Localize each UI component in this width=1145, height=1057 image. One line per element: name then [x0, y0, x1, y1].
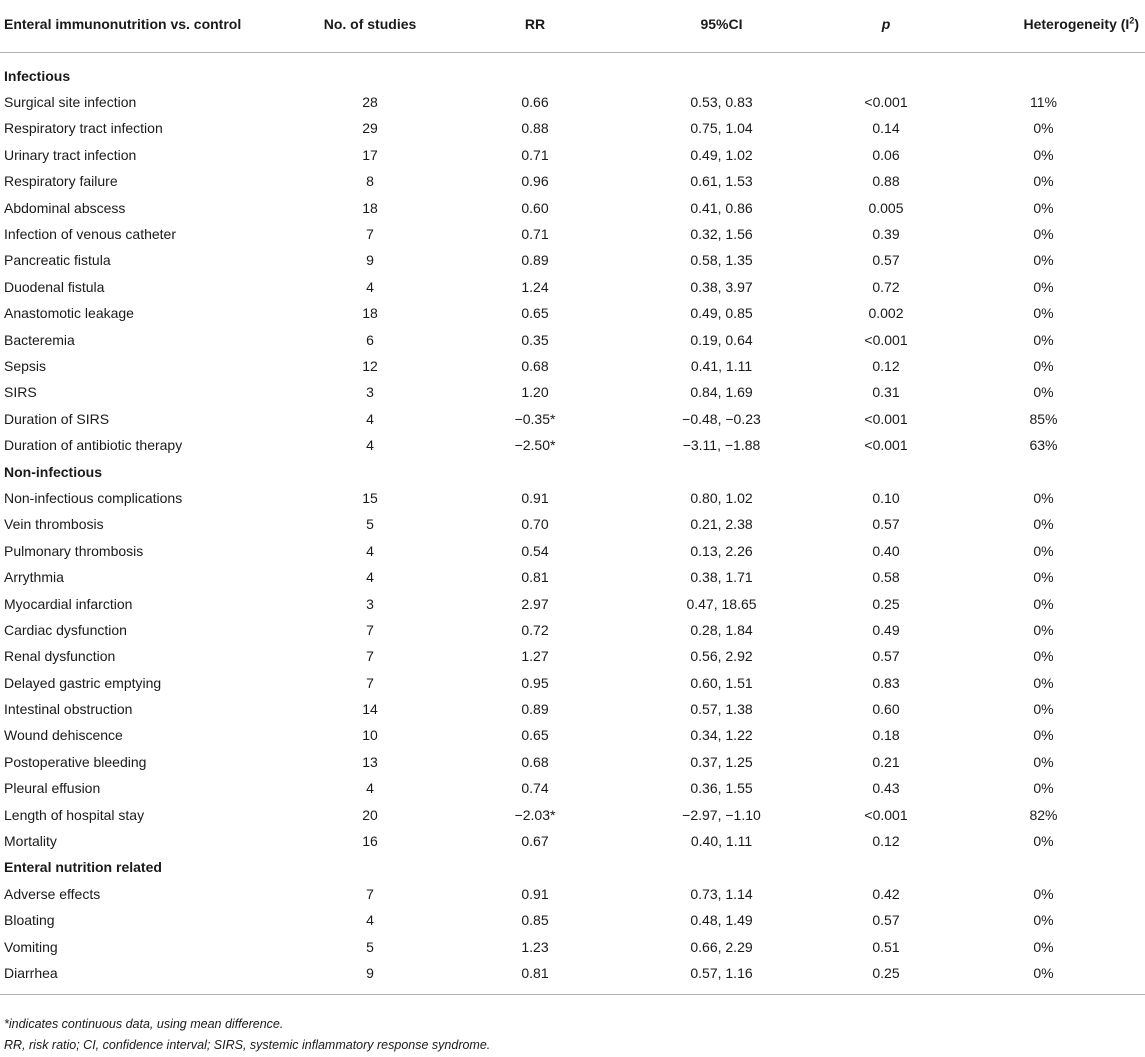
row-ci: 0.32, 1.56	[690, 226, 753, 243]
table-row	[0, 538, 1145, 564]
row-p: 0.25	[872, 595, 900, 612]
row-ci: 0.21, 2.38	[690, 516, 753, 533]
table-row	[0, 960, 1145, 995]
row-p: 0.40	[872, 542, 900, 559]
row-ci: 0.84, 1.69	[690, 384, 753, 401]
row-heterogeneity: 0%	[1033, 912, 1054, 929]
row-outcome: Diarrhea	[4, 964, 58, 981]
row-studies: 7	[366, 621, 374, 638]
row-ci: 0.66, 2.29	[690, 938, 753, 955]
table-row	[0, 933, 1145, 959]
row-heterogeneity: 0%	[1033, 331, 1054, 348]
section-title: Enteral nutrition related	[4, 859, 162, 876]
row-rr: 0.65	[521, 305, 549, 322]
table-row	[0, 801, 1145, 827]
row-studies: 18	[362, 199, 378, 216]
row-outcome: Myocardial infarction	[4, 595, 133, 612]
row-studies: 13	[362, 753, 378, 770]
row-rr: 0.91	[521, 885, 549, 902]
row-p: 0.002	[868, 305, 904, 322]
row-heterogeneity: 0%	[1033, 648, 1054, 665]
row-ci: 0.49, 0.85	[690, 305, 753, 322]
row-rr: 0.88	[521, 120, 549, 137]
table-row	[0, 432, 1145, 458]
row-rr: 0.68	[521, 753, 549, 770]
row-rr: 0.85	[521, 912, 549, 929]
row-studies: 15	[362, 489, 378, 506]
row-ci: 0.41, 0.86	[690, 199, 753, 216]
row-ci: 0.34, 1.22	[690, 727, 753, 744]
row-rr: 1.20	[521, 384, 549, 401]
table-row	[0, 379, 1145, 405]
row-studies: 17	[362, 146, 378, 163]
header-ci: 95%CI	[700, 16, 743, 32]
row-rr: 0.81	[521, 569, 549, 586]
row-p: 0.49	[872, 621, 900, 638]
footnote-asterisk: *indicates continuous data, using mean difference.	[4, 1017, 284, 1031]
row-heterogeneity: 0%	[1033, 305, 1054, 322]
row-p: 0.43	[872, 780, 900, 797]
row-ci: 0.47, 18.65	[686, 595, 757, 612]
table-row	[0, 669, 1145, 695]
row-studies: 10	[362, 727, 378, 744]
row-heterogeneity: 0%	[1033, 701, 1054, 718]
row-outcome: Wound dehiscence	[4, 727, 123, 744]
table-row	[0, 115, 1145, 141]
row-p: <0.001	[864, 806, 908, 823]
row-outcome: Sepsis	[4, 357, 47, 374]
row-outcome: Renal dysfunction	[4, 648, 116, 665]
row-p: 0.39	[872, 226, 900, 243]
row-studies: 6	[366, 331, 374, 348]
row-studies: 18	[362, 305, 378, 322]
table-row	[0, 168, 1145, 194]
table-row	[0, 353, 1145, 379]
row-p: 0.10	[872, 489, 900, 506]
table-row	[0, 194, 1145, 220]
header-comparison: Enteral immunonutrition vs. control	[4, 16, 242, 32]
row-studies: 12	[362, 357, 378, 374]
header-rr: RR	[524, 16, 546, 32]
row-heterogeneity: 0%	[1033, 938, 1054, 955]
row-studies: 8	[366, 173, 374, 190]
row-outcome: Infection of venous catheter	[4, 226, 176, 243]
spacer-row	[0, 52, 1145, 63]
row-heterogeneity: 0%	[1033, 146, 1054, 163]
row-ci: 0.60, 1.51	[690, 674, 753, 691]
row-ci: −0.48, −0.23	[682, 410, 761, 427]
row-p: 0.57	[872, 252, 900, 269]
row-heterogeneity: 0%	[1033, 753, 1054, 770]
row-heterogeneity: 0%	[1033, 833, 1054, 850]
row-p: 0.005	[868, 199, 904, 216]
row-p: 0.06	[872, 146, 900, 163]
row-rr: −2.03*	[514, 806, 556, 823]
row-p: 0.12	[872, 833, 900, 850]
header-heterogeneity	[942, 0, 1145, 52]
row-ci: 0.57, 1.38	[690, 701, 753, 718]
row-ci: 0.80, 1.02	[690, 489, 753, 506]
table-row	[0, 326, 1145, 352]
row-heterogeneity: 85%	[1029, 410, 1058, 427]
row-outcome: Anastomotic leakage	[4, 305, 134, 322]
row-outcome: Urinary tract infection	[4, 146, 137, 163]
row-studies: 4	[366, 780, 374, 797]
row-rr: 0.67	[521, 833, 549, 850]
row-rr: 2.97	[521, 595, 549, 612]
table-row	[0, 643, 1145, 669]
row-studies: 4	[366, 410, 374, 427]
table-row	[0, 511, 1145, 537]
table-row	[0, 590, 1145, 616]
row-ci: 0.19, 0.64	[690, 331, 753, 348]
row-heterogeneity: 0%	[1033, 780, 1054, 797]
row-p: <0.001	[864, 94, 908, 111]
row-rr: 0.66	[521, 94, 549, 111]
row-studies: 3	[366, 595, 374, 612]
row-heterogeneity: 0%	[1033, 120, 1054, 137]
section-row	[0, 458, 1145, 484]
row-rr: 0.71	[521, 226, 549, 243]
row-ci: 0.41, 1.11	[690, 357, 753, 374]
header-heterogeneity-sup: 2	[1129, 15, 1135, 26]
table-row	[0, 828, 1145, 854]
row-studies: 7	[366, 648, 374, 665]
row-outcome: Abdominal abscess	[4, 199, 126, 216]
row-studies: 5	[366, 938, 374, 955]
row-p: 0.14	[872, 120, 900, 137]
header-studies: No. of studies	[323, 16, 417, 32]
table-row	[0, 722, 1145, 748]
row-ci: 0.58, 1.35	[690, 252, 753, 269]
row-p: 0.25	[872, 964, 900, 981]
row-p: 0.57	[872, 648, 900, 665]
row-studies: 4	[366, 542, 374, 559]
row-rr: 0.72	[521, 621, 549, 638]
row-rr: 0.35	[521, 331, 549, 348]
row-ci: 0.75, 1.04	[690, 120, 753, 137]
row-rr: 0.95	[521, 674, 549, 691]
row-studies: 7	[366, 885, 374, 902]
row-outcome: Duodenal fistula	[4, 278, 105, 295]
row-outcome: Duration of antibiotic therapy	[4, 437, 183, 454]
row-heterogeneity: 0%	[1033, 595, 1054, 612]
row-ci: 0.38, 3.97	[690, 278, 753, 295]
row-ci: −3.11, −1.88	[682, 437, 761, 454]
row-outcome: Adverse effects	[4, 885, 101, 902]
row-heterogeneity: 0%	[1033, 226, 1054, 243]
header-row	[0, 0, 1145, 52]
row-ci: 0.40, 1.11	[690, 833, 753, 850]
row-studies: 20	[362, 806, 378, 823]
row-heterogeneity: 0%	[1033, 569, 1054, 586]
table-row	[0, 564, 1145, 590]
header-heterogeneity-text: Heterogeneity (I	[1023, 16, 1130, 32]
row-p: 0.51	[872, 938, 900, 955]
row-rr: 0.68	[521, 357, 549, 374]
row-outcome: Vein thrombosis	[4, 516, 104, 533]
row-rr: −0.35*	[514, 410, 556, 427]
row-p: 0.57	[872, 912, 900, 929]
row-p: 0.12	[872, 357, 900, 374]
row-p: 0.58	[872, 569, 900, 586]
row-studies: 7	[366, 226, 374, 243]
section-row	[0, 63, 1145, 89]
row-outcome: Pulmonary thrombosis	[4, 542, 144, 559]
row-outcome: Postoperative bleeding	[4, 753, 147, 770]
table-row	[0, 300, 1145, 326]
row-outcome: Intestinal obstruction	[4, 701, 133, 718]
row-heterogeneity: 0%	[1033, 252, 1054, 269]
row-heterogeneity: 0%	[1033, 173, 1054, 190]
row-outcome: Duration of SIRS	[4, 410, 110, 427]
row-studies: 4	[366, 437, 374, 454]
row-outcome: Mortality	[4, 833, 57, 850]
row-outcome: Pancreatic fistula	[4, 252, 111, 269]
row-rr: 0.71	[521, 146, 549, 163]
row-ci: 0.57, 1.16	[690, 964, 753, 981]
table-body	[0, 52, 1145, 995]
row-heterogeneity: 0%	[1033, 516, 1054, 533]
row-rr: 0.96	[521, 173, 549, 190]
row-heterogeneity: 0%	[1033, 621, 1054, 638]
table-row	[0, 907, 1145, 933]
row-studies: 9	[366, 252, 374, 269]
row-outcome: Bacteremia	[4, 331, 75, 348]
row-studies: 5	[366, 516, 374, 533]
row-ci: 0.56, 2.92	[690, 648, 753, 665]
row-ci: −2.97, −1.10	[682, 806, 761, 823]
row-heterogeneity: 0%	[1033, 542, 1054, 559]
row-p: 0.42	[872, 885, 900, 902]
row-rr: 0.74	[521, 780, 549, 797]
row-rr: −2.50*	[514, 437, 556, 454]
row-heterogeneity: 0%	[1033, 278, 1054, 295]
row-studies: 28	[362, 94, 378, 111]
row-outcome: Pleural effusion	[4, 780, 101, 797]
row-p: 0.72	[872, 278, 900, 295]
row-rr: 0.91	[521, 489, 549, 506]
table-row	[0, 617, 1145, 643]
row-outcome: SIRS	[4, 384, 37, 401]
row-heterogeneity: 0%	[1033, 727, 1054, 744]
row-studies: 7	[366, 674, 374, 691]
row-p: <0.001	[864, 437, 908, 454]
row-ci: 0.73, 1.14	[690, 885, 753, 902]
row-heterogeneity: 0%	[1033, 489, 1054, 506]
section-title: Non-infectious	[4, 463, 102, 480]
row-heterogeneity: 0%	[1033, 964, 1054, 981]
row-rr: 0.65	[521, 727, 549, 744]
row-heterogeneity: 0%	[1033, 384, 1054, 401]
row-ci: 0.13, 2.26	[690, 542, 753, 559]
row-heterogeneity: 82%	[1029, 806, 1058, 823]
row-rr: 1.24	[521, 278, 549, 295]
table-row	[0, 142, 1145, 168]
row-rr: 0.81	[521, 964, 549, 981]
header-p	[830, 0, 942, 52]
header-heterogeneity-end: )	[1134, 16, 1139, 32]
table-row	[0, 485, 1145, 511]
row-ci: 0.61, 1.53	[690, 173, 753, 190]
row-ci: 0.36, 1.55	[690, 780, 753, 797]
row-studies: 4	[366, 569, 374, 586]
row-outcome: Respiratory failure	[4, 173, 118, 190]
footnote-abbreviations: RR, risk ratio; CI, confidence interval; SIRS, systemic inflammatory response syndrome.	[4, 1038, 491, 1052]
row-studies: 4	[366, 278, 374, 295]
row-rr: 0.54	[521, 542, 549, 559]
row-p: 0.83	[872, 674, 900, 691]
row-ci: 0.53, 0.83	[690, 94, 753, 111]
row-p: 0.18	[872, 727, 900, 744]
row-outcome: Surgical site infection	[4, 94, 137, 111]
row-p: 0.31	[872, 384, 900, 401]
row-rr: 0.89	[521, 252, 549, 269]
row-studies: 4	[366, 912, 374, 929]
table-row	[0, 274, 1145, 300]
row-studies: 29	[362, 120, 378, 137]
row-p: 0.57	[872, 516, 900, 533]
row-ci: 0.38, 1.71	[690, 569, 753, 586]
row-p: 0.88	[872, 173, 900, 190]
row-heterogeneity: 0%	[1033, 357, 1054, 374]
table-row	[0, 247, 1145, 273]
row-outcome: Delayed gastric emptying	[4, 674, 162, 691]
row-ci: 0.48, 1.49	[690, 912, 753, 929]
row-heterogeneity: 0%	[1033, 199, 1054, 216]
header-p-text: p	[881, 16, 891, 32]
row-ci: 0.49, 1.02	[690, 146, 753, 163]
table-row	[0, 406, 1145, 432]
row-rr: 0.70	[521, 516, 549, 533]
table-row	[0, 749, 1145, 775]
row-outcome: Cardiac dysfunction	[4, 621, 127, 638]
row-rr: 1.27	[521, 648, 549, 665]
table-row	[0, 89, 1145, 115]
section-row	[0, 854, 1145, 880]
table-row	[0, 881, 1145, 907]
row-outcome: Arrythmia	[4, 569, 64, 586]
row-rr: 0.60	[521, 199, 549, 216]
row-ci: 0.28, 1.84	[690, 621, 753, 638]
row-p: <0.001	[864, 331, 908, 348]
table-row	[0, 696, 1145, 722]
row-p: 0.60	[872, 701, 900, 718]
row-heterogeneity: 0%	[1033, 885, 1054, 902]
row-studies: 3	[366, 384, 374, 401]
row-rr: 0.89	[521, 701, 549, 718]
table-row	[0, 775, 1145, 801]
row-heterogeneity: 63%	[1029, 437, 1058, 454]
row-outcome: Non-infectious complications	[4, 489, 183, 506]
row-outcome: Vomiting	[4, 938, 58, 955]
row-p: 0.21	[872, 753, 900, 770]
row-studies: 16	[362, 833, 378, 850]
row-rr: 1.23	[521, 938, 549, 955]
row-p: <0.001	[864, 410, 908, 427]
row-outcome: Length of hospital stay	[4, 806, 145, 823]
row-outcome: Bloating	[4, 912, 55, 929]
row-heterogeneity: 11%	[1030, 94, 1057, 111]
row-studies: 14	[362, 701, 378, 718]
row-outcome: Respiratory tract infection	[4, 120, 163, 137]
row-heterogeneity: 0%	[1033, 674, 1054, 691]
table-row	[0, 221, 1145, 247]
row-studies: 9	[366, 964, 374, 981]
row-ci: 0.37, 1.25	[690, 753, 753, 770]
section-title: Infectious	[4, 67, 71, 84]
